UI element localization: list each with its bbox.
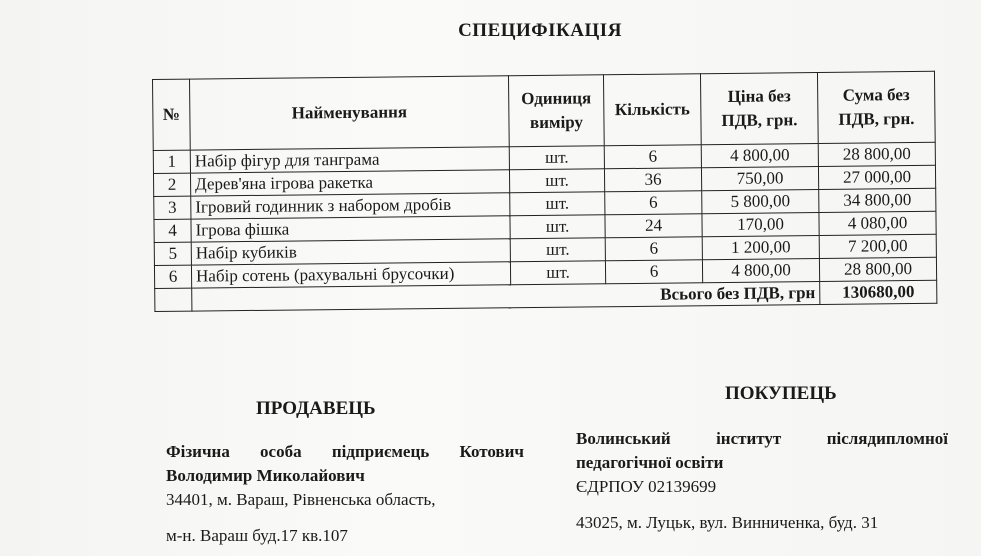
row-unit: шт.	[510, 261, 605, 285]
buyer-address: 43025, м. Луцьк, вул. Винниченка, буд. 31	[576, 513, 879, 532]
header-sum	[817, 71, 935, 143]
row-qty: 36	[604, 168, 701, 192]
seller-heading: ПРОДАВЕЦЬ	[256, 398, 376, 419]
row-price: 750,00	[701, 167, 818, 191]
row-unit: шт.	[509, 169, 604, 193]
header-unit-line2: виміру	[529, 112, 584, 133]
specification-table	[152, 71, 937, 312]
seller-address-line1: 34401, м. Вараш, Рівненська область,	[166, 490, 436, 509]
buyer-details	[576, 427, 948, 535]
buyer-name-line1: Волинський інститут післядипломної	[576, 429, 948, 448]
row-qty: 6	[604, 145, 701, 169]
row-unit: шт.	[510, 192, 605, 216]
header-qty: Кількість	[603, 74, 701, 146]
row-qty: 6	[605, 237, 702, 261]
row-price: 5 800,00	[702, 190, 819, 214]
header-sum-line2: ПДВ, грн.	[838, 109, 915, 129]
header-price-line2: ПДВ, грн.	[721, 110, 798, 131]
seller-details	[166, 440, 524, 548]
row-num: 4	[154, 219, 191, 242]
row-num: 3	[154, 196, 191, 219]
row-price: 4 800,00	[702, 259, 819, 283]
header-price-line1: Ціна без	[727, 86, 791, 106]
row-sum: 4 080,00	[819, 211, 936, 235]
table-header-row	[153, 71, 936, 150]
header-unit-line1: Одиниця	[521, 88, 592, 109]
row-name: Набір кубиків	[191, 239, 510, 265]
row-qty: 24	[605, 214, 702, 238]
row-price: 1 200,00	[702, 236, 819, 260]
total-value: 130680,00	[820, 280, 937, 304]
row-price: 4 800,00	[701, 144, 818, 168]
total-empty-cell	[155, 288, 192, 311]
row-num: 1	[153, 150, 190, 173]
row-qty: 6	[605, 260, 702, 284]
row-num: 5	[154, 242, 191, 265]
header-sum-line1: Сума без	[842, 85, 910, 105]
row-name: Ігрова фішка	[191, 216, 510, 242]
row-sum: 28 800,00	[819, 257, 936, 281]
row-unit: шт.	[510, 215, 605, 239]
row-name: Ігровий годинник з набором дробів	[191, 193, 510, 219]
row-unit: шт.	[510, 238, 605, 262]
seller-name-line1: Фізична особа підприємець Котович	[166, 442, 524, 461]
header-price	[700, 73, 818, 145]
buyer-heading: ПОКУПЕЦЬ	[725, 383, 837, 404]
header-unit	[508, 75, 604, 147]
row-name: Дерев'яна ігрова ракетка	[190, 170, 509, 196]
row-num: 6	[154, 265, 191, 288]
buyer-edrpou: ЄДРПОУ 02139699	[576, 477, 717, 496]
total-label: Всього без ПДВ, грн	[192, 282, 820, 312]
header-name: Найменування	[190, 76, 510, 150]
row-name: Набір фігур для танграма	[190, 147, 509, 173]
header-num: №	[153, 79, 191, 150]
row-sum: 28 800,00	[818, 142, 935, 166]
row-sum: 27 000,00	[818, 165, 935, 189]
row-unit: шт.	[509, 146, 604, 170]
seller-name-line2: Володимир Миколайович	[166, 466, 365, 485]
buyer-name-line2: педагогічної освіти	[576, 453, 724, 472]
row-qty: 6	[605, 191, 702, 215]
page-title: СПЕЦИФІКАЦІЯ	[458, 20, 622, 41]
row-name: Набір сотень (рахувальні брусочки)	[191, 262, 510, 288]
seller-address-line2: м-н. Вараш буд.17 кв.107	[166, 526, 348, 545]
row-sum: 7 200,00	[819, 234, 936, 258]
row-num: 2	[153, 173, 190, 196]
row-sum: 34 800,00	[819, 188, 936, 212]
row-price: 170,00	[702, 213, 819, 237]
